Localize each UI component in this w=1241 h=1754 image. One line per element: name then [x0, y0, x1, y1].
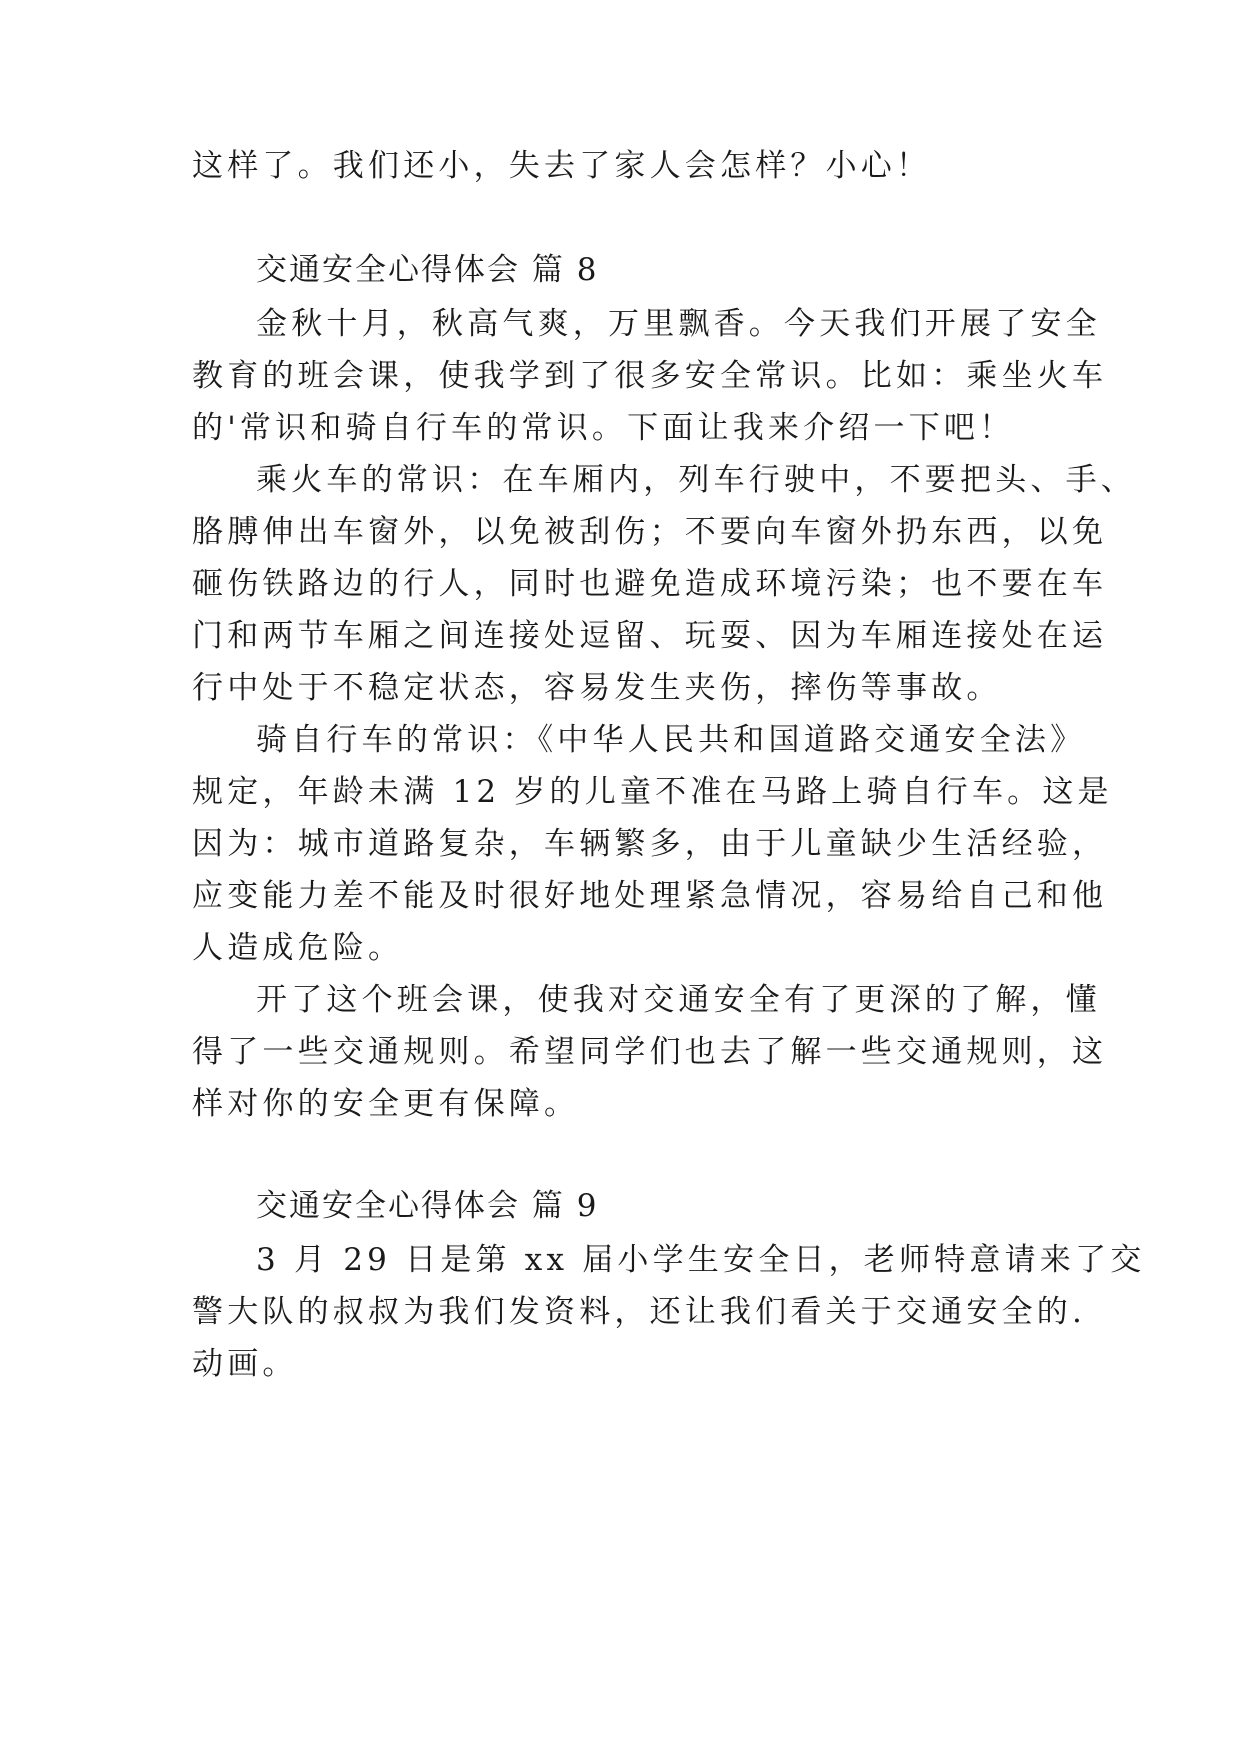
paragraph-line: 教育的班会课，使我学到了很多安全常识。比如：乘坐火车	[192, 358, 1108, 394]
paragraph-line: 胳膊伸出车窗外，以免被刮伤；不要向车窗外扔东西，以免	[192, 514, 1108, 550]
paragraph-line: 砸伤铁路边的行人，同时也避免造成环境污染；也不要在车	[192, 566, 1108, 602]
paragraph-line: 乘火车的常识：在车厢内，列车行驶中，不要把头、手、	[256, 462, 1136, 498]
section-heading-9: 交通安全心得体会 篇 9	[256, 1188, 599, 1224]
paragraph-line: 3 月 29 日是第 xx 届小学生安全日，老师特意请来了交	[256, 1242, 1146, 1278]
section-heading-8: 交通安全心得体会 篇 8	[256, 252, 599, 288]
paragraph-line: 骑自行车的常识：《中华人民共和国道路交通安全法》	[256, 722, 1086, 758]
paragraph-line: 这样了。我们还小，失去了家人会怎样？小心！	[192, 148, 932, 184]
paragraph-line: 行中处于不稳定状态，容易发生夹伤，摔伤等事故。	[192, 670, 1002, 706]
paragraph-line: 应变能力差不能及时很好地处理紧急情况，容易给自己和他	[192, 878, 1108, 914]
paragraph-line: 样对你的安全更有保障。	[192, 1086, 580, 1122]
paragraph-line: 动画。	[192, 1346, 298, 1382]
paragraph-line: 开了这个班会课，使我对交通安全有了更深的了解，懂	[256, 982, 1101, 1018]
paragraph-line: 金秋十月，秋高气爽，万里飘香。今天我们开展了安全	[256, 306, 1101, 342]
paragraph-line: 警大队的叔叔为我们发资料，还让我们看关于交通安全的.	[192, 1294, 1087, 1330]
paragraph-line: 规定，年龄未满 12 岁的儿童不准在马路上骑自行车。这是	[192, 774, 1113, 810]
paragraph-line: 因为：城市道路复杂，车辆繁多，由于儿童缺少生活经验，	[192, 826, 1108, 862]
paragraph-line: 的'常识和骑自行车的常识。下面让我来介绍一下吧！	[192, 410, 1015, 446]
paragraph-line: 人造成危险。	[192, 930, 404, 966]
paragraph-line: 门和两节车厢之间连接处逗留、玩耍、因为车厢连接处在运	[192, 618, 1108, 654]
paragraph-line: 得了一些交通规则。希望同学们也去了解一些交通规则，这	[192, 1034, 1108, 1070]
